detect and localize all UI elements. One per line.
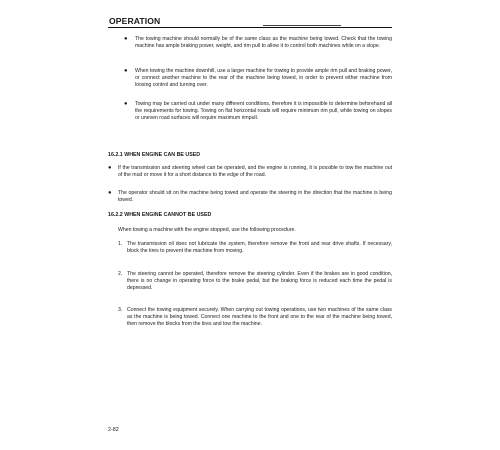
step-number: 3. [118,307,123,313]
intro-bullet-1: The towing machine should normally be of the same class as the machine being towed. Check that the towing machine has ample braking power, weight, and rim pull to allow it to control both machines while on a slope. [135,36,392,49]
bullet-icon: ● [108,190,112,196]
step-number: 2. [118,271,123,277]
bullet-icon: ● [124,36,128,42]
page-number: 2-82 [108,427,119,433]
bullet-icon: ● [108,165,112,171]
section-2-intro: When towing a machine with the engine stopped, use the following procedure. [118,227,296,233]
bullet-icon: ● [124,68,128,74]
step-2-text: The steering cannot be operated, therefore remove the steering cylinder. Even if the brakes are in good condition, there is no change in operating force to the brake pedal, but the braking force is reduced each time the pedal is depressed. [127,271,392,291]
section-heading-16-2-2: 16.2.2 WHEN ENGINE CANNOT BE USED [108,212,212,218]
header-rule [108,27,392,28]
step-1-text: The transmission oil does not lubricate the system, therefore remove the front and rear drive shafts. If necessary, block the tires to prevent the machine from moving. [127,241,392,254]
intro-bullet-2: When towing the machine downhill, use a larger machine for towing to provide ample rim pull and braking power, or connect another machine to the rear of the machine being towed, in order to prevent either machine from loosing control and turning over. [135,68,392,88]
step-number: 1. [118,241,123,247]
section-heading-16-2-1: 16.2.1 WHEN ENGINE CAN BE USED [108,152,201,158]
header-rule-accent [263,25,341,26]
intro-bullet-3: Towing may be carried out under many different conditions, therefore it is impossible to determine beforehand all the requirements for towing. Towing on flat horizontal roads will require minimum rim pull, while towing on slopes or uneven road surfaces will require maximum rimpull. [135,101,392,121]
section-1-bullet-2: The operator should sit on the machine being towed and operate the steering in the direction that the machine is being towed. [118,190,392,203]
bullet-icon: ● [124,101,128,107]
section-1-bullet-1: If the transmission and steering wheel can be operated, and the engine is running, it is possible to tow the machine out of the mud or move it for a short distance to the edge of the road. [118,165,392,178]
page-title: OPERATION [109,16,161,26]
step-3-text: Connect the towing equipment securely. When carrying out towing operations, use two machines of the same class as the machine is being towed. Connect one machine to the front and one to the rear of the machine being towed, then remove the blocks from the tires and tow the machine. [127,307,392,327]
